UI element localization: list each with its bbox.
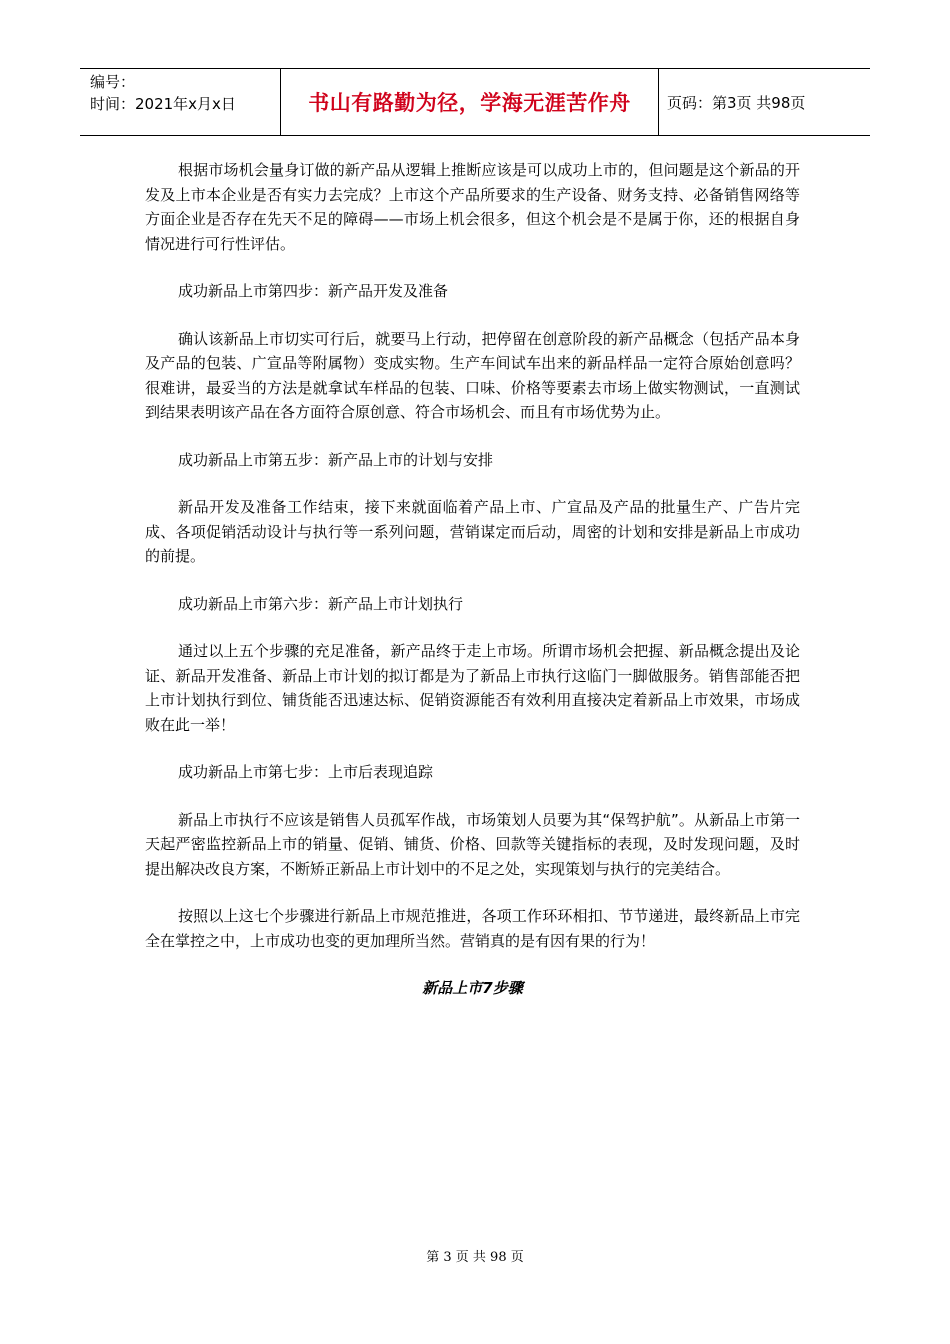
- page-footer: 第 3 页 共 98 页: [426, 1250, 524, 1265]
- paragraph: 根据市场机会量身订做的新产品从逻辑上推断应该是可以成功上市的，但问题是这个新品的开发及上市本企业是否有实力去完成？上市这个产品所要求的生产设备、财务支持、必备销售网络等方面企业是否存在先天不足的障碍——市场上机会很多，但这个机会是不是属于你，还的根据自身情况进行可行性评估。: [145, 161, 800, 253]
- paragraph: 按照以上这七个步骤进行新品上市规范推进，各项工作环环相扣、节节递进，最终新品上市完全在掌控之中，上市成功也变的更加理所当然。营销真的是有因有果的行为！: [145, 907, 800, 950]
- step-heading-6: 成功新品上市第六步：新产品上市计划执行: [178, 594, 464, 613]
- document-header: [80, 68, 870, 136]
- document-date-label: 时间：2021年x月x日: [90, 95, 236, 113]
- document-body: [145, 158, 800, 1001]
- step-heading-5: 成功新品上市第五步：新产品上市的计划与安排: [178, 450, 494, 469]
- step-heading-7: 成功新品上市第七步：上市后表现追踪: [178, 763, 434, 781]
- paragraph: 新品开发及准备工作结束，接下来就面临着产品上市、广宣品及产品的批量生产、广告片完成、各项促销活动设计与执行等一系列问题，营销谋定而后动，周密的计划和安排是新品上市成功的前提。: [145, 498, 800, 565]
- header-meta-cell: [80, 69, 281, 135]
- paragraph: 通过以上五个步骤的充足准备，新产品终于走上市场。所谓市场机会把握、新品概念提出及论证、新品开发准备、新品上市计划的拟订都是为了新品上市执行这临门一脚做服务。销售部能否把上市计划执行到位、铺货能否迅速达标、促销资源能否有效利用直接决定着新品上市效果，市场成败在此一举！: [145, 642, 800, 734]
- paragraph: 新品上市执行不应该是销售人员孤军作战，市场策划人员要为其“保驾护航”。从新品上市第一天起严密监控新品上市的销量、促销、铺货、价格、回款等关键指标的表现，及时发现问题，及时提出解决改良方案，不断矫正新品上市计划中的不足之处，实现策划与执行的完美结合。: [145, 810, 800, 878]
- document-number-label: 编号：: [90, 73, 136, 91]
- document-caption: 新品上市7步骤: [422, 979, 523, 997]
- header-motto: 书山有路勤为径，学海无涯苦作舟: [281, 69, 659, 135]
- paragraph: 确认该新品上市切实可行后，就要马上行动，把停留在创意阶段的新产品概念（包括产品本身及产品的包装、广宣品等附属物）变成实物。生产车间试车出来的新品样品一定符合原始创意吗？很难讲，最妥当的方法是就拿试车样品的包装、口味、价格等要素去市场上做实物测试，一直测试到结果表明该产品在各方面符合原创意、符合市场机会、而且有市场优势为止。: [145, 329, 800, 421]
- header-page-info: 页码：第3页 共98页: [667, 93, 806, 112]
- step-heading-4: 成功新品上市第四步：新产品开发及准备: [178, 282, 449, 300]
